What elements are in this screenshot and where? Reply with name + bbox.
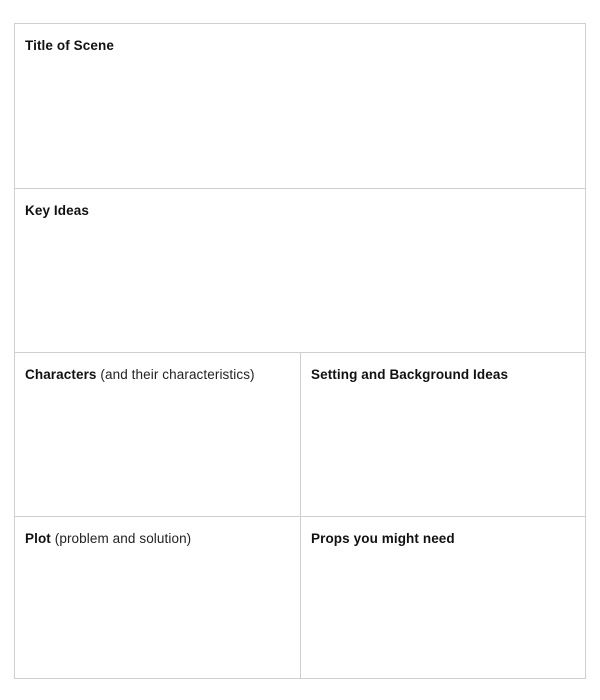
setting-box[interactable]	[301, 353, 585, 516]
characters-setting-row	[15, 352, 585, 516]
characters-note: (and their characteristics)	[96, 367, 255, 382]
plot-note: (problem and solution)	[50, 531, 192, 546]
key-ideas-box[interactable]	[15, 189, 585, 352]
props-box[interactable]	[301, 517, 585, 678]
characters-box[interactable]	[15, 353, 301, 516]
title-of-scene-row	[15, 24, 585, 188]
title-of-scene-box[interactable]	[15, 24, 585, 188]
title-of-scene-label: Title of Scene	[25, 38, 114, 53]
setting-label: Setting and Background Ideas	[311, 367, 509, 382]
plot-props-row	[15, 516, 585, 678]
key-ideas-row	[15, 188, 585, 352]
plot-label: Plot	[25, 531, 51, 546]
plot-box[interactable]	[15, 517, 301, 678]
key-ideas-label: Key Ideas	[25, 203, 89, 218]
characters-label: Characters	[25, 367, 97, 382]
props-label: Props you might need	[311, 531, 455, 546]
scene-planning-worksheet	[14, 23, 586, 679]
